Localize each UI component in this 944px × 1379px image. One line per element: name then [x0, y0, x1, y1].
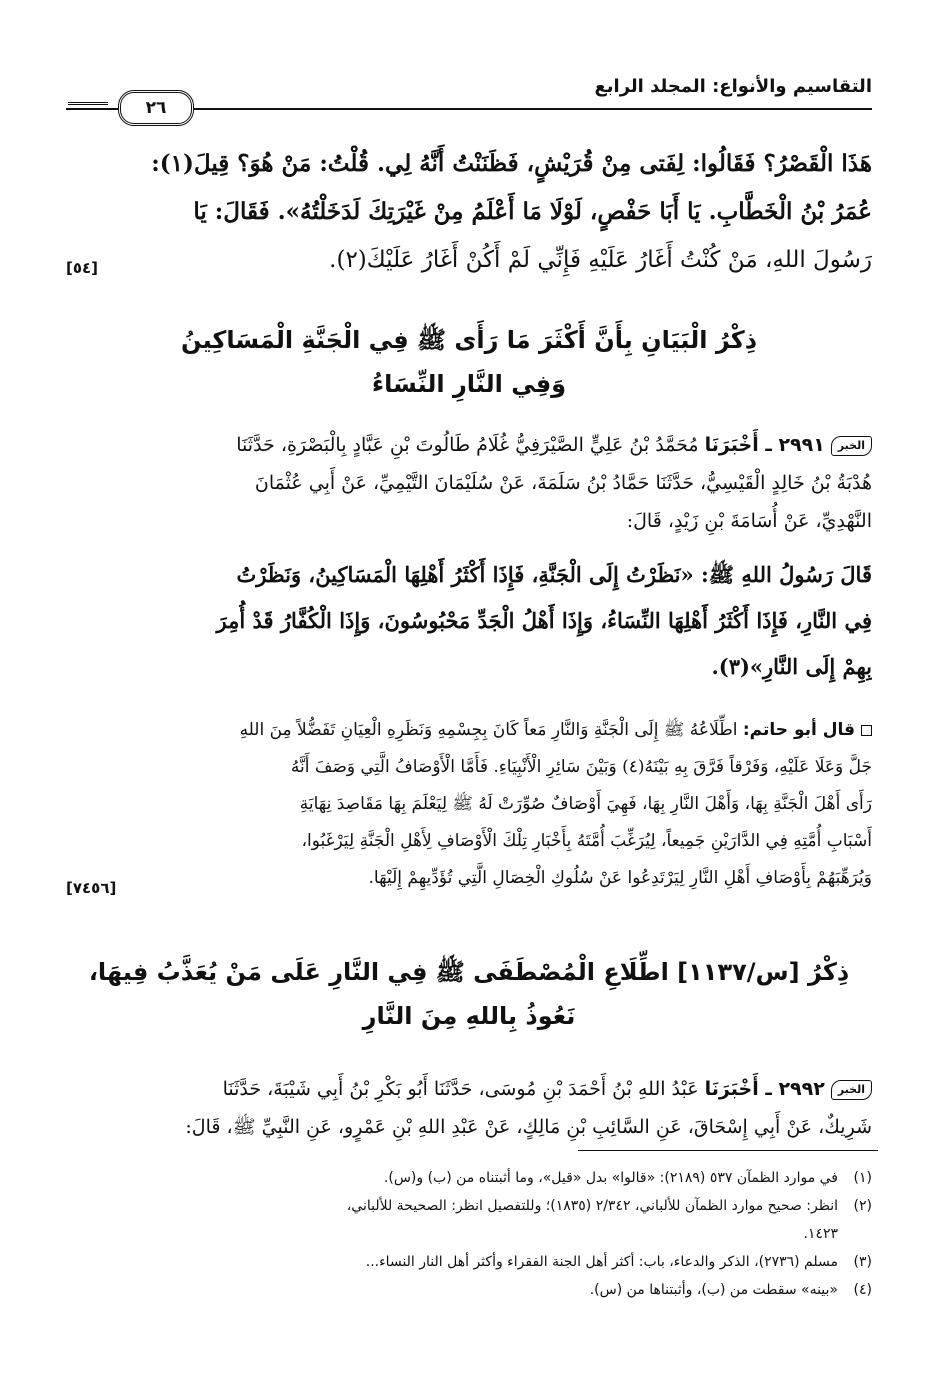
text-line: عَبْدُ اللهِ بْنُ أَحْمَدَ بْنِ مُوسَى، حَدَّثَنَا أَبُو بَكْرِ بْنُ أَبِي شَيْبَةَ، حَدَّثَنَا — [222, 1078, 699, 1100]
page-number: ٢٦ — [118, 90, 194, 126]
text-line: شَرِيكٌ، عَنْ أَبِي إِسْحَاقَ، عَنِ السَّائِبِ بْنِ مَالِكٍ، عَنْ عَبْدِ اللهِ بْنِ عَمْرٍو، عَنِ النَّبِيِّ ﷺ، قَالَ: — [185, 1116, 872, 1138]
footnote-mark: (٢) — [853, 1198, 872, 1214]
header-title: التقاسيم والأنواع: المجلد الرابع — [594, 76, 872, 97]
footnote-divider — [578, 1150, 878, 1151]
text-line: قَالَ رَسُولُ اللهِ ﷺ: «نَظَرْتُ إِلَى الْجَنَّةِ، فَإِذَا أَكْثَرُ أَهْلِهَا الْمَسَاكِينُ، وَنَظَرْتُ — [236, 562, 872, 587]
footnote-mark: (١) — [853, 1170, 872, 1186]
footnote-mark: (٣) — [853, 1254, 872, 1270]
footnote-text: انظر: صحيح موارد الظمآن للألباني، ٢/٣٤٢ (١٨٣٥)؛ وللتفصيل انظر: الصحيحة للألباني، — [346, 1198, 838, 1214]
text-line: وَيُرَهِّبَهُمْ بِأَوْصَافِ أَهْلِ النَّارِ لِيَرْتَدِعُوا عَنْ سُلُوكِ الْخِصَالِ الَّتِي تُؤَدِّيهِمْ إِلَيْهَا. — [368, 868, 872, 888]
commentary-speaker: قال أبو حاتم: — [742, 720, 855, 740]
footnote — [66, 1164, 872, 1192]
footnote — [66, 1276, 872, 1304]
hadith-isnad — [66, 426, 872, 540]
text-line: هَذَا الْقَصْرُ؟ فَقَالُوا: لِفَتى مِنْ قُرَيْشٍ، فَظَنَنْتُ أَنَّهُ لِي. قُلْتُ: مَنْ هُوَ؟ قِيلَ(١): — [151, 150, 872, 177]
text-line: بِهِمْ إِلَى النَّارِ»(٣). — [711, 654, 872, 679]
text-line: رَأَى أَهْلَ الْجَنَّةِ بِهَا، وَأَهْلَ النَّارِ بِهَا، فَهِيَ أَوْصَافٌ صُوِّرَتْ لَهُ ﷺ لِيَعْلَمَ بِهَا مَقَاصِدَ نِهَايَةِ — [299, 794, 872, 814]
text-line: جَلَّ وَعَلَا عَلَيْهِ، وَفَرْقاً فَرَّقَ بِهِ بَيْنَهُ(٤) وَبَيْنَ سَائِرِ الْأَنْبِيَاءِ. فَأَمَّا الْأَوْصَافُ الَّتِي وَصَفَ أَنَّهُ — [290, 757, 872, 777]
heading-line: ذِكْرُ الْبَيَانِ بِأَنَّ أَكْثَرَ مَا رَأَى ﷺ فِي الْجَنَّةِ الْمَسَاكِينُ — [180, 326, 758, 354]
reference-number: [٥٤] — [66, 259, 99, 277]
footnote — [66, 1220, 872, 1248]
text-line: اطِّلَاعُهُ ﷺ إِلَى الْجَنَّةِ وَالنَّارِ مَعاً كَانَ بِجِسْمِهِ وَنَظَرِهِ الْعِيَانِ تَفَضُّلاً مِنَ اللهِ — [239, 720, 738, 740]
footnote-text: مسلم (٢٧٣٦)، الذكر والدعاء، باب: أكثر أهل الجنة الفقراء وأكثر أهل النار النساء... — [365, 1254, 838, 1270]
hadith-badge: الخبر — [831, 1080, 872, 1100]
hadith-number: ٢٩٩٢ ـ أَخْبَرَنَا — [704, 1078, 825, 1100]
heading-line: وَفِي النَّارِ النِّسَاءُ — [371, 370, 567, 398]
commentary — [66, 712, 872, 897]
text-line: فِي النَّارِ، فَإِذَا أَكْثَرُ أَهْلِهَا النِّسَاءُ، وَإِذَا أَهْلُ الْجَدِّ مَحْبُوسُونَ، وَإِذَا الْكُفَّارُ قَدْ أُمِرَ — [216, 608, 872, 633]
footnote-text: «بينه» سقطت من (ب)، وأثبتناها من (س). — [589, 1282, 838, 1298]
text-line: النَّهْدِيِّ، عَنْ أُسَامَةَ بْنِ زَيْدٍ، قَالَ: — [626, 510, 872, 532]
page-number-ornament — [68, 102, 108, 105]
footnote-text: في موارد الظمآن ٥٣٧ (٢١٨٩): «قالوا» بدل «قيل»، وما أثبتناه من (ب) و(س). — [383, 1170, 838, 1186]
text-line: أَسْبَابِ أُمَّتِهِ فِي الدَّارَيْنِ جَمِيعاً، لِيُرَغِّبَ أُمَّتَهُ بِأَخْبَارِ تِلْكَ الْأَوْصَافِ لِأَهْلِ الْجَنَّةِ لِيَرْغَبُوا، — [301, 831, 872, 851]
footnote — [66, 1248, 872, 1276]
running-header — [66, 68, 872, 122]
heading-line: نَعُوذُ بِاللهِ مِنَ النَّارِ — [362, 1002, 576, 1030]
footnotes — [66, 1164, 872, 1304]
text-line: هُدْبَةُ بْنُ خَالِدٍ الْقَيْسِيُّ، حَدَّثَنَا حَمَّادُ بْنُ سَلَمَةَ، عَنْ سُلَيْمَانَ التَّيْمِيِّ، عَنْ أَبِي عُثْمَانَ — [254, 472, 872, 494]
hadith-number: ٢٩٩١ ـ أَخْبَرَنَا — [704, 434, 825, 456]
footnote-mark: (٤) — [853, 1282, 872, 1298]
square-marker-icon — [861, 725, 872, 736]
text-line: عُمَرُ بْنُ الْخَطَّابِ. يَا أَبَا حَفْصٍ، لَوْلَا مَا أَعْلَمُ مِنْ غَيْرَتِكَ لَدَخَلْتُهُ». فَقَالَ: يَا — [193, 198, 872, 225]
heading-line: ذِكْرُ [س/١١٣٧] اطِّلَاعِ الْمُصْطَفَى ﷺ فِي النَّارِ عَلَى مَنْ يُعَذَّبُ فِيهَا، — [88, 958, 850, 986]
text-block-continuation — [66, 140, 872, 284]
text-line: رَسُولَ اللهِ، مَنْ كُنْتُ أَغَارُ عَلَيْهِ فَإِنِّي لَمْ أَكُنْ أَغَارُ عَلَيْكَ(٢). — [329, 247, 872, 273]
hadith-isnad — [66, 1070, 872, 1146]
section-heading — [66, 950, 872, 1038]
footnote-text: ١٤٢٣. — [803, 1226, 838, 1242]
hadith-badge: الخبر — [831, 436, 872, 456]
section-heading — [66, 318, 872, 406]
reference-number: [٧٤٥٦] — [66, 879, 117, 897]
footnote — [66, 1192, 872, 1220]
text-line: مُحَمَّدُ بْنُ عَلِيٍّ الصَّيْرَفِيُّ غُلَامُ طَالُوتَ بْنِ عَبَّادٍ بِالْبَصْرَةِ، حَدَّثَنَا — [236, 434, 699, 456]
hadith-matn — [66, 552, 872, 690]
